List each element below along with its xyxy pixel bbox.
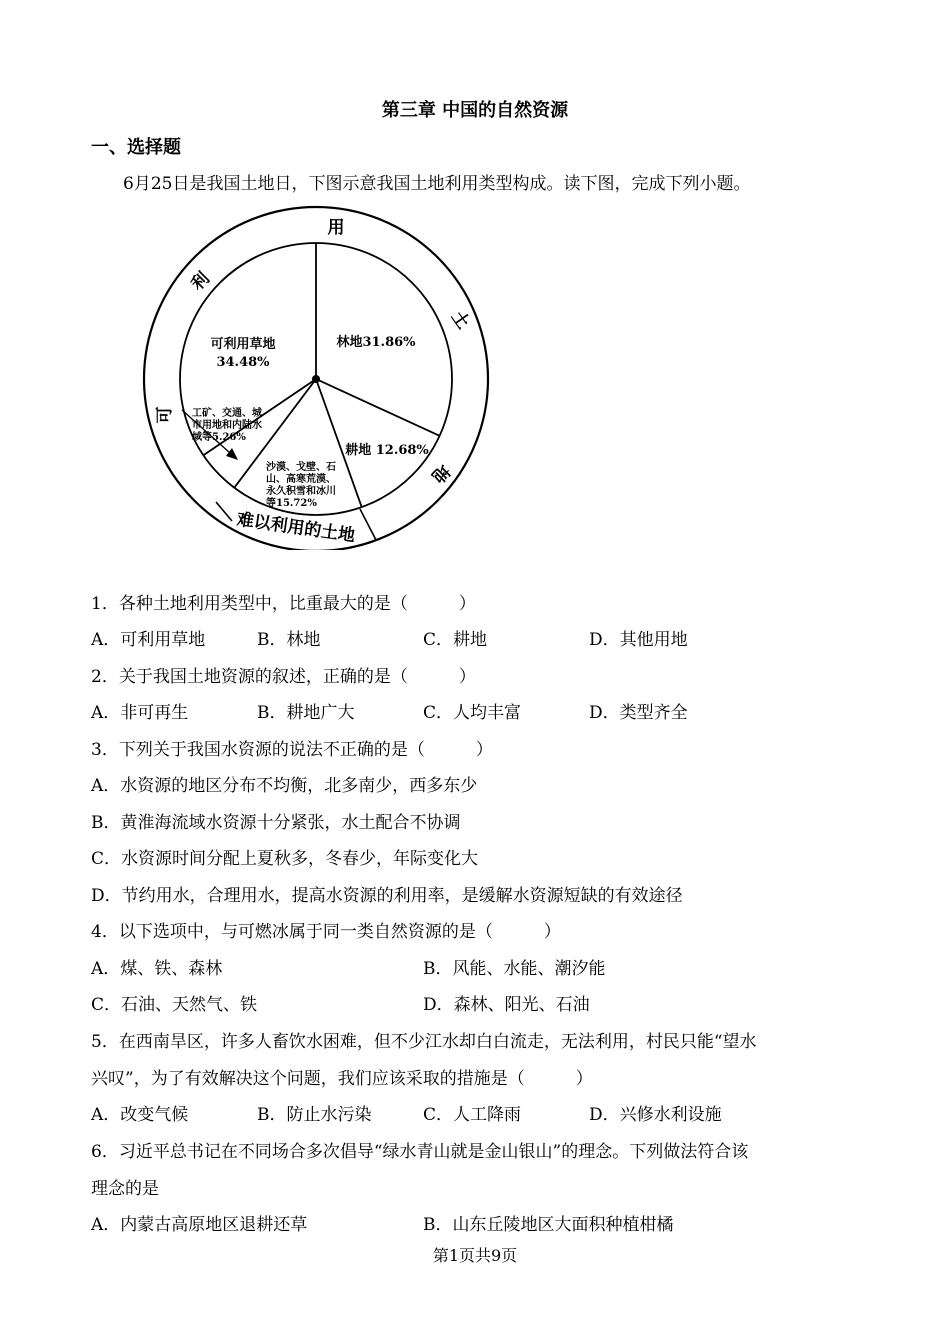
q5-option-b: B．防止水污染 xyxy=(257,1105,372,1125)
slice-label-urban-1: 工矿、交通、城 xyxy=(192,408,262,419)
question-1-stem: 1．各种土地利用类型中，比重最大的是（ ） xyxy=(91,594,476,614)
ring-char-ground: 地 xyxy=(427,460,454,487)
question-2-stem: 2．关于我国土地资源的叙述，正确的是（ ） xyxy=(91,667,476,687)
q4-option-b: B．风能、水能、潮汐能 xyxy=(423,959,606,979)
q3-option-a: A．水资源的地区分布不均衡，北多南少，西多东少 xyxy=(91,776,478,796)
q6-option-b: B．山东丘陵地区大面积种植柑橘 xyxy=(423,1215,674,1235)
q5-option-d: D．兴修水利设施 xyxy=(589,1105,722,1125)
q6-option-a: A．内蒙古高原地区退耕还草 xyxy=(91,1215,308,1235)
slice-label-urban-3: 域等5.26% xyxy=(192,432,246,443)
ring-divider-left xyxy=(216,502,232,521)
slice-label-desert-3: 永久积雪和冰川 xyxy=(266,486,336,497)
q5-option-a: A．改变气候 xyxy=(91,1105,189,1125)
section-heading: 一、选择题 xyxy=(91,137,181,158)
question-6-stem-line-2: 理念的是 xyxy=(91,1179,159,1199)
ring-char-land: 土 xyxy=(447,307,474,333)
slice-boundary-1 xyxy=(316,379,440,436)
slice-label-grassland-1: 可利用草地 xyxy=(210,337,276,352)
question-6-stem-line-1: 6．习近平总书记在不同场合多次倡导“绿水青山就是金山银山”的理念。下列做法符合该 xyxy=(91,1142,749,1162)
ring-char-use: 用 xyxy=(327,218,345,238)
pointer-arrowhead xyxy=(226,448,238,460)
question-3-stem: 3．下列关于我国水资源的说法不正确的是（ ） xyxy=(91,740,493,760)
slice-label-grassland-2: 34.48% xyxy=(216,355,270,370)
q1-option-b: B．林地 xyxy=(257,630,321,650)
page-title: 第三章 中国的自然资源 xyxy=(381,100,569,121)
q5-option-c: C．人工降雨 xyxy=(423,1105,522,1125)
question-5-stem-line-1: 5．在西南旱区，许多人畜饮水困难，但不少江水却白白流走，无法利用，村民只能“望水 xyxy=(91,1032,757,1052)
q1-option-a: A．可利用草地 xyxy=(91,630,206,650)
q2-option-c: C．人均丰富 xyxy=(423,703,522,723)
q3-option-b: B．黄淮海流域水资源十分紧张，水土配合不协调 xyxy=(91,813,461,833)
q1-option-d: D．其他用地 xyxy=(589,630,688,650)
slice-label-cropland: 耕地 12.68% xyxy=(345,443,429,458)
ring-char-ke: 可 xyxy=(155,406,175,424)
q4-option-a: A．煤、铁、森林 xyxy=(91,959,223,979)
q3-option-d: D．节约用水，合理用水，提高水资源的利用率，是缓解水资源短缺的有效途径 xyxy=(91,886,683,906)
slice-label-urban-2: 市用地和内陆水 xyxy=(192,420,262,431)
q1-option-c: C．耕地 xyxy=(423,630,488,650)
question-4-stem: 4．以下选项中，与可燃冰属于同一类自然资源的是（ ） xyxy=(91,922,561,942)
intro-text: 6月25日是我国土地日，下图示意我国土地利用类型构成。读下图，完成下列小题。 xyxy=(123,174,751,194)
ring-char-li: 利 xyxy=(187,268,214,295)
ring-divider-right xyxy=(360,509,376,540)
slice-label-desert-4: 等15.72% xyxy=(266,498,317,509)
q2-option-b: B．耕地广大 xyxy=(257,703,355,723)
question-5-stem-line-2: 兴叹”，为了有效解决这个问题，我们应该采取的措施是（ ） xyxy=(91,1069,593,1089)
pie-center-dot xyxy=(312,375,320,383)
q4-option-c: C．石油、天然气、铁 xyxy=(91,995,258,1015)
ring-label-unusable: 难以利用的土地 xyxy=(235,509,357,547)
slice-label-desert-2: 山、高寒荒漠、 xyxy=(266,474,336,485)
q4-option-d: D．森林、阳光、石油 xyxy=(423,995,590,1015)
q2-option-d: D．类型齐全 xyxy=(589,703,688,723)
slice-label-desert-1: 沙漠、戈壁、石 xyxy=(266,462,336,473)
q2-option-a: A．非可再生 xyxy=(91,703,189,723)
page-footer: 第1页共9页 xyxy=(432,1246,518,1265)
land-use-pie-chart xyxy=(130,205,500,550)
q3-option-c: C．水资源时间分配上夏秋多，冬春少，年际变化大 xyxy=(91,849,479,869)
slice-label-forest: 林地31.86% xyxy=(336,335,416,350)
